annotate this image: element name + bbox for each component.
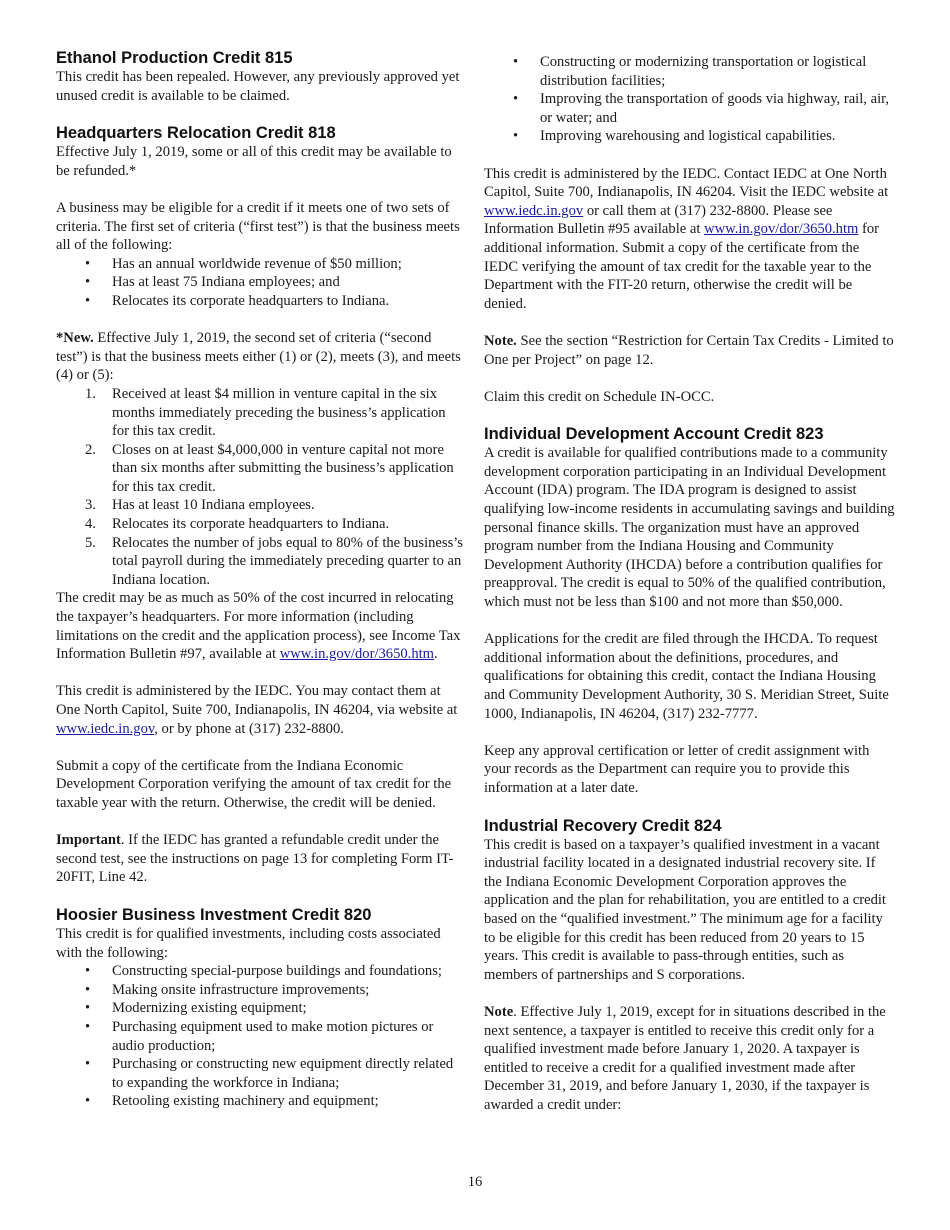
hoosier-claim-paragraph: Claim this credit on Schedule IN-OCC. — [484, 388, 715, 405]
hq-first-test-list — [56, 255, 466, 311]
list-item: • Improving the transportation of goods via highway, rail, air, or water; and — [513, 90, 896, 127]
list-item: • Improving warehousing and logistical capabilities. — [513, 127, 896, 146]
list-text: Relocates the number of jobs equal to 80% of the business’s total payroll during the immediately preceding quarter to an Indiana location. — [112, 534, 463, 588]
list-item — [85, 385, 466, 441]
hq-amount-paragraph — [56, 589, 466, 663]
list-number: 4. — [85, 516, 96, 533]
list-item: • Has an annual worldwide revenue of $50 million; — [85, 255, 466, 274]
industrial-heading: Industrial Recovery Credit 824 — [484, 816, 722, 835]
hq-admin-paragraph — [56, 682, 466, 738]
ida-paragraph-3: Keep any approval certification or letter of credit assignment with your records as the Department can require you to provide this information at a later date. — [484, 742, 870, 796]
hq-second-test-text: Effective July 1, 2019, the second set of criteria (“second test”) is that the business meets either (1) or (2), meets (3), and meets (4) or (5): — [56, 330, 461, 384]
ida-heading: Individual Development Account Credit 823 — [484, 425, 824, 444]
hoosier-admin-text-2: or call them at (317) 232-8800. Please see Information Bulletin #95 available at — [484, 202, 833, 238]
list-item: • Constructing special-purpose buildings and foundations; — [85, 962, 472, 981]
important-label: Important — [56, 832, 121, 849]
hoosier-admin-text-3: for additional information. Submit a copy of the certificate from the IEDC verifying the amount of tax credit for the taxable year to the Department with the FIT-20 return, otherwise the credit will be denied. — [484, 221, 880, 312]
industrial-note-text: . Effective July 1, 2019, except for in situations described in the next sentence, a taxpayer is entitled to receive this credit only for a qualified investment made before January 1, 2020. A taxpayer is entitled to receive a credit for a qualified investment made after December 31, 2019, and before January 1, 2030, if the taxpayer is awarded a credit under: — [484, 1003, 886, 1113]
hq-amount-text: The credit may be as much as 50% of the cost incurred in relocating the taxpayer’s headquarters. For more information (including limitations on the credit and the application process), see Income Tax Information Bulletin #97, available at — [56, 590, 461, 663]
list-item: • Has at least 75 Indiana employees; and — [85, 273, 466, 292]
new-label: *New. — [56, 330, 94, 347]
hoosier-heading: Hoosier Business Investment Credit 820 — [56, 905, 372, 924]
left-column — [56, 48, 466, 1111]
list-item — [85, 441, 466, 497]
list-item — [85, 534, 466, 590]
note-label: Note — [484, 1003, 514, 1020]
list-item: • Retooling existing machinery and equipment; — [85, 1092, 466, 1111]
list-number: 5. — [85, 534, 96, 551]
hq-heading: Headquarters Relocation Credit 818 — [56, 124, 336, 143]
hq-important-text: . If the IEDC has granted a refundable credit under the second test, see the instructions on page 13 for completing Form IT-20FIT, Line 42. — [56, 832, 454, 886]
list-item: • Constructing or modernizing transportation or logistical distribution facilities; — [513, 53, 896, 90]
hq-refund-paragraph: Effective July 1, 2019, some or all of this credit may be available to be refunded.* — [56, 144, 452, 179]
list-text: Received at least $4 million in venture capital in the six months immediately preceding the business’s application for this tax credit. — [112, 385, 446, 440]
note-label: Note. — [484, 332, 517, 349]
hq-important-paragraph — [56, 831, 466, 887]
list-item: • Purchasing or constructing new equipment directly related to expanding the workforce in Indiana; — [85, 1055, 466, 1092]
industrial-note-paragraph — [484, 1003, 896, 1115]
ida-paragraph-2: Applications for the credit are filed through the IHCDA. To request additional information about the definitions, procedures, and qualifications for obtaining this credit, contact the Indiana Housing and Community Development Authority, 30 S. Meridian Street, Suite 1000, Indianapolis, IN 46204, (317) 232-7777. — [484, 631, 889, 722]
hq-submit-paragraph: Submit a copy of the certificate from the Indiana Economic Development Corporation verifying the amount of tax credit for the taxable year with the return. Otherwise, the credit will be denied. — [56, 757, 452, 811]
hoosier-admin-text: This credit is administered by the IEDC. Contact IEDC at One North Capitol, Suite 700, Indianapolis, IN 46204. Visit the IEDC website at — [484, 165, 889, 201]
list-text: Relocates its corporate headquarters to Indiana. — [112, 516, 390, 533]
hq-admin-phone-text: , or by phone at (317) 232-8800. — [154, 720, 344, 737]
list-item — [85, 515, 466, 534]
hoosier-list-left — [56, 962, 466, 1111]
industrial-paragraph-1: This credit is based on a taxpayer’s qualified investment in a vacant industrial facility located in a designated industrial recovery site. If the Indiana Economic Development Corporation approves the application and the plan for rehabilitation, you are entitled to a credit based on the “qualified investment.” The minimum age for a facility to be eligible for this credit has been reduced from 20 years to 15 years. This credit is available to pass-through entities, such as members of partnerships and S corporations. — [484, 836, 886, 983]
ida-paragraph-1: A credit is available for qualified contributions made to a community development corporation participating in an Individual Development Account (IDA) program. The IDA program is designed to assist qualifying low-income residents in accumulating savings and building personal finance skills. The organization must have an approved program number from the Indiana Housing and Community Development Authority (IHCDA) before a contribution qualifies for preapproval. The credit is equal to 50% of the qualified contribution, which must not be less than $100 and not more than $50,000. — [484, 445, 895, 611]
list-item: • Relocates its corporate headquarters to Indiana. — [85, 292, 466, 311]
list-text: Closes on at least $4,000,000 in venture capital not more than six months after submitting the business’s application for this tax credit. — [112, 441, 454, 495]
list-item: • Purchasing equipment used to make motion pictures or audio production; — [85, 1018, 466, 1055]
hoosier-note-paragraph — [484, 332, 896, 369]
hoosier-admin-paragraph — [484, 165, 896, 314]
hoosier-note-text: See the section “Restriction for Certain Tax Credits - Limited to One per Project” on page 12. — [484, 332, 894, 368]
period: . — [434, 646, 438, 663]
bulletin-95-link[interactable]: www.in.gov/dor/3650.htm — [704, 221, 859, 238]
ethanol-paragraph: This credit has been repealed. However, any previously approved yet unused credit is available to be claimed. — [56, 69, 460, 104]
iedc-website-link[interactable]: www.iedc.in.gov — [56, 720, 155, 737]
list-number: 2. — [85, 441, 96, 458]
list-number: 1. — [85, 385, 96, 402]
right-column — [484, 53, 896, 1114]
hq-criteria-paragraph: A business may be eligible for a credit if it meets one of two sets of criteria. The first set of criteria (“first test”) is that the business meets all of the following: — [56, 199, 460, 254]
list-item — [85, 496, 466, 515]
hoosier-intro-paragraph: This credit is for qualified investments, including costs associated with the following: — [56, 925, 441, 961]
list-number: 3. — [85, 497, 96, 514]
list-item: • Modernizing existing equipment; — [85, 999, 466, 1018]
hoosier-list-right — [484, 53, 896, 146]
hq-second-test-paragraph — [56, 329, 466, 385]
bulletin-97-link[interactable]: www.in.gov/dor/3650.htm — [279, 646, 435, 663]
hq-admin-text: This credit is administered by the IEDC. You may contact them at One North Capitol, Suite 700, Indianapolis, IN 46204, via website at — [56, 683, 458, 718]
list-item: • Making onsite infrastructure improvements; — [85, 981, 466, 1000]
iedc-website-link[interactable]: www.iedc.in.gov — [484, 202, 584, 219]
page-number: 16 — [467, 1174, 483, 1190]
ethanol-heading: Ethanol Production Credit 815 — [56, 49, 293, 67]
list-text: Has at least 10 Indiana employees. — [112, 497, 315, 514]
hq-second-test-list — [56, 385, 466, 590]
